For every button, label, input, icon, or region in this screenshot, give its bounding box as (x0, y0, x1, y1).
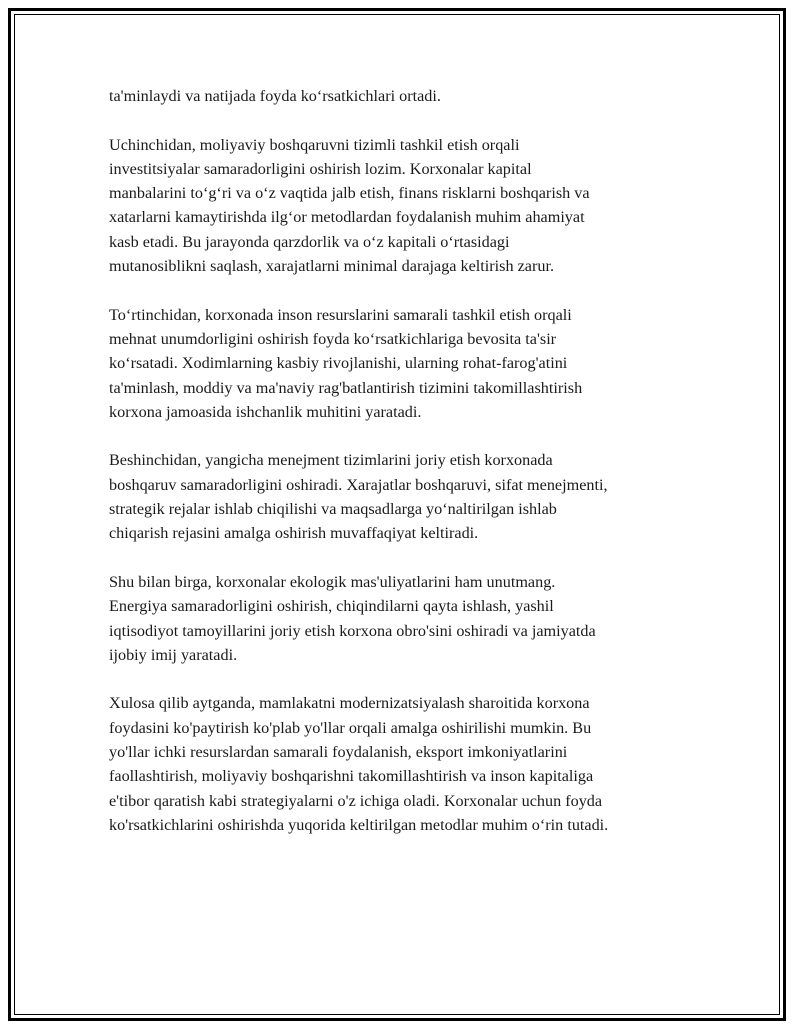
paragraph-3: To‘rtinchidan, korxonada inson resurslarini samarali tashkil etish orqali mehnat unumdorligini oshirish foyda ko‘rsatkichlariga bevosita ta'sir ko‘rsatadi. Xodimlarning kasbiy rivojlanishi, ularning rohat-farog'atini ta'minlash, moddiy va ma'naviy rag'batlantirish tizimini takomillashtirish korxona jamoasida ishchanlik muhitini yaratadi. (109, 305, 583, 421)
paragraph-6: Xulosa qilib aytganda, mamlakatni modernizatsiyalash sharoitida korxona foydasini ko'paytirish ko'plab yo'llar orqali amalga oshirilishi mumkin. Bu yo'llar ichki resurslardan samarali foydalanish, eksport imkoniyatlarini faollashtirish, moliyaviy boshqarishni takomillashtirish va inson kapitaliga e'tibor qaratish kabi strategiyalarni o'z ichiga oladi. Korxonalar uchun foyda ko'rsatkichlarini oshirishda yuqorida keltirilgan metodlar muhim o‘rin tutadi. (109, 694, 609, 834)
paragraph-2: Uchinchidan, moliyaviy boshqaruvni tizimli tashkil etish orqali investitsiyalar samaradorligini oshirish lozim. Korxonalar kapital manbalarini to‘g‘ri va o‘z vaqtida jalb etish, finans risklarni boshqarish va xatarlarni kamaytirishda ilg‘or metodlardan foydalanish muhim ahamiyat kasb etadi. Bu jarayonda qarzdorlik va o‘z kapitali o‘rtasidagi mutanosiblikni saqlash, xarajatlarni minimal darajaga keltirish zarur. (109, 135, 590, 276)
paragraph-4: Beshinchidan, yangicha menejment tizimlarini joriy etish korxonada boshqaruv samaradorligini oshiradi. Xarajatlar boshqaruvi, sifat menejmenti, strategik rejalar ishlab chiqilishi va maqsadlarga yo‘naltirilgan ishlab chiqarish rejasini amalga oshirish muvaffaqiyat keltiradi. (109, 451, 608, 543)
paragraph-5: Shu bilan birga, korxonalar ekologik mas'uliyatlarini ham unutmang. Energiya samaradorligini oshirish, chiqindilarni qayta ishlash, yashil iqtisodiyot tamoyillarini joriy etish korxona obro'sini oshiradi va jamiyatda ijobiy imij yaratadi. (109, 572, 596, 664)
document-body (109, 84, 699, 862)
paragraph-1: ta'minlaydi va natijada foyda ko‘rsatkichlari ortadi. (109, 87, 441, 105)
